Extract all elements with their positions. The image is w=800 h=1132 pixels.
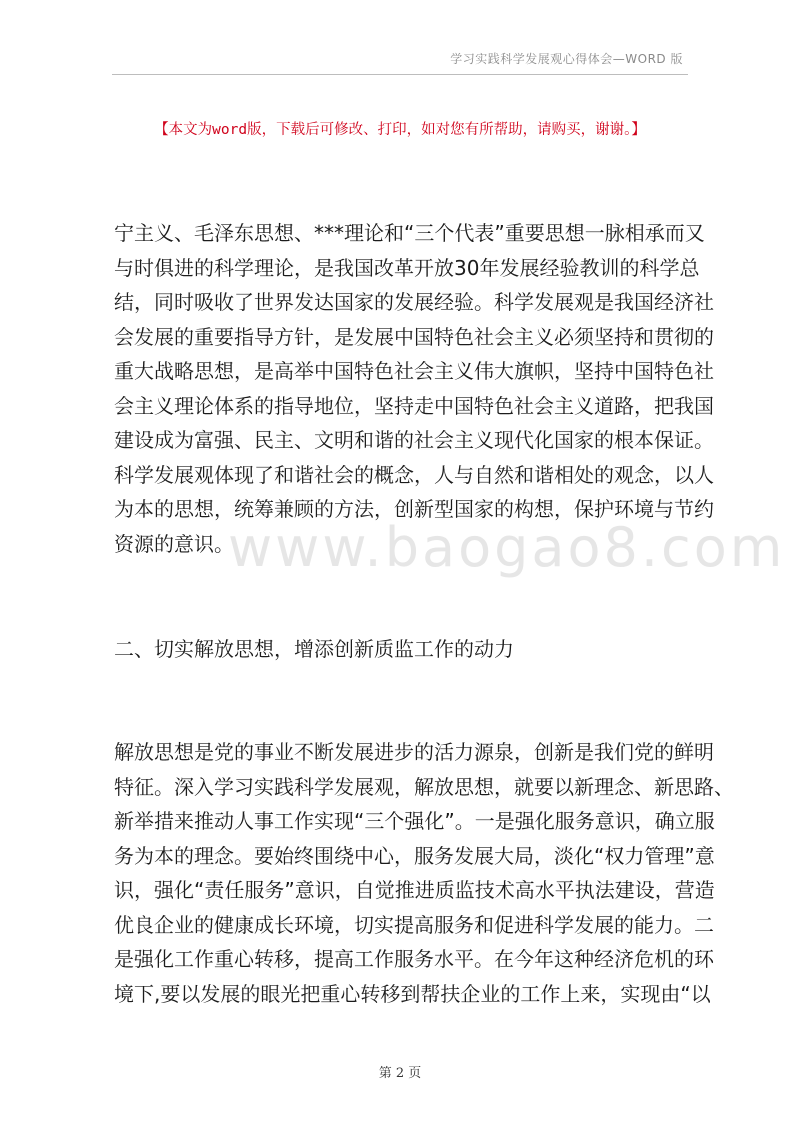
- paragraph-line: 建设成为富强、民主、文明和谐的社会主义现代化国家的根本保证。: [114, 428, 714, 452]
- paragraph-line: 资源的意识。: [114, 531, 234, 556]
- paragraph-line: 会主义理论体系的指导地位，坚持走中国特色社会主义道路，把我国: [114, 393, 714, 418]
- paragraph-line: 与时俱进的科学理论，是我国改革开放30年发展经验教训的科学总: [114, 255, 700, 280]
- body-paragraph-1: [114, 216, 714, 561]
- paragraph-line: 解放思想是党的事业不断发展进步的活力源泉，创新是我们党的鲜明: [114, 740, 714, 764]
- paragraph-line: 识，强化“责任服务”意识，自觉推进质监技术高水平执法建设，营造: [114, 878, 715, 902]
- paragraph-line: 宁主义、毛泽东思想、***理论和“三个代表”重要思想一脉相承而又: [114, 221, 705, 245]
- watermark-text: www.baogao8.com: [228, 516, 786, 579]
- paragraph-line: 是强化工作重心转移，提高工作服务水平。在今年这种经济危机的环: [114, 947, 714, 971]
- document-header-title: 学习实践科学发展观心得体会—WORD 版: [450, 52, 683, 66]
- paragraph-line: 境下,要以发展的眼光把重心转移到帮扶企业的工作上来，实现由“以: [114, 981, 711, 1006]
- paragraph-line: 特征。深入学习实践科学发展观，解放思想，就要以新理念、新思路、: [114, 774, 734, 799]
- paragraph-line: 会发展的重要指导方针，是发展中国特色社会主义必须坚持和贯彻的: [114, 324, 714, 349]
- paragraph-line: 结，同时吸收了世界发达国家的发展经验。科学发展观是我国经济社: [114, 290, 714, 314]
- purchase-notice: 【本文为word版，下载后可修改、打印，如对您有所帮助，请购买，谢谢。】: [154, 122, 646, 138]
- paragraph-line: 新举措来推动人事工作实现“三个强化”。一是强化服务意识，确立服: [114, 809, 715, 833]
- page-number: 第 2 页: [378, 1066, 422, 1081]
- paragraph-line: 为本的思想，统筹兼顾的方法，创新型国家的构想，保护环境与节约: [114, 497, 714, 521]
- header-divider: [112, 74, 688, 75]
- paragraph-line: 优良企业的健康成长环境，切实提高服务和促进科学发展的能力。二: [114, 912, 714, 937]
- paragraph-line: 务为本的理念。要始终围绕中心，服务发展大局，淡化“权力管理”意: [114, 843, 715, 868]
- section-heading-text: 二、切实解放思想，增添创新质监工作的动力: [114, 637, 514, 661]
- section-heading: [114, 632, 690, 667]
- body-paragraph-2: [114, 735, 734, 1011]
- paragraph-line: 科学发展观体现了和谐社会的概念，人与自然和谐相处的观念，以人: [114, 462, 714, 487]
- paragraph-line: 重大战略思想，是高举中国特色社会主义伟大旗帜，坚持中国特色社: [114, 359, 714, 383]
